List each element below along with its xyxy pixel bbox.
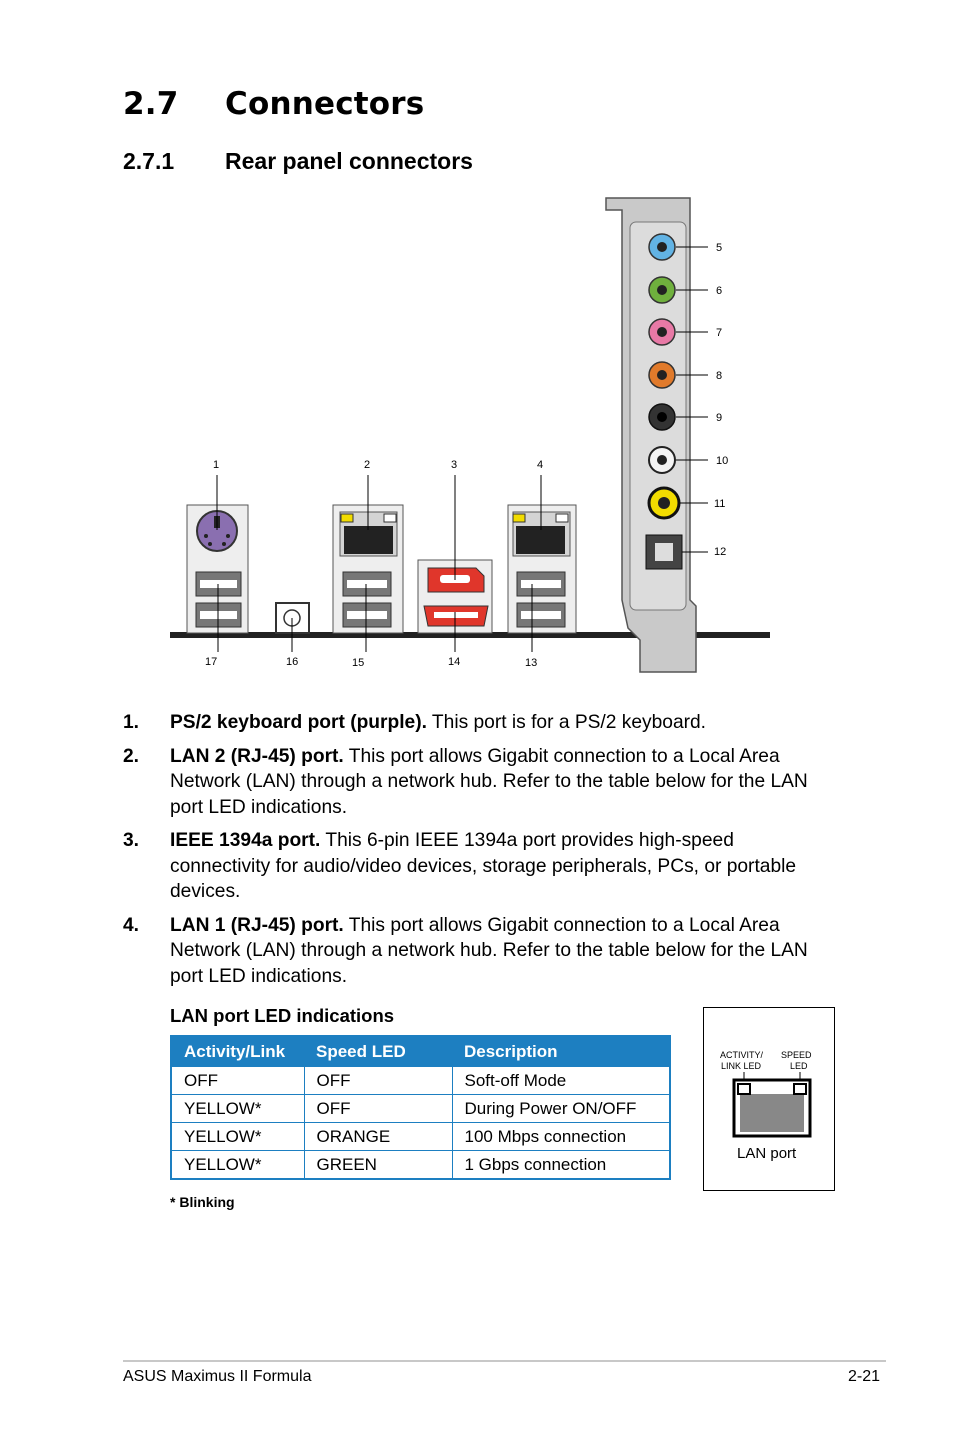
callout-17: 17 — [205, 656, 218, 668]
item-title: PS/2 keyboard port (purple). — [170, 712, 427, 733]
table-cell: YELLOW* — [171, 1151, 304, 1180]
table-cell: YELLOW* — [171, 1095, 304, 1123]
column-header: Speed LED — [304, 1036, 452, 1067]
audio-jack-pink — [649, 319, 675, 345]
speed-label-line2: LED — [790, 1061, 808, 1071]
callout-1: 1 — [213, 459, 220, 471]
item-number: 1. — [123, 712, 140, 733]
callout-7: 7 — [716, 327, 723, 339]
lan-port-illustration — [704, 1008, 836, 1192]
footer-manual-title: ASUS Maximus II Formula — [123, 1368, 312, 1385]
table-header-row — [171, 1036, 670, 1067]
table-cell: GREEN — [304, 1151, 452, 1180]
callout-16: 16 — [286, 656, 299, 668]
subsection-title: Rear panel connectors — [225, 148, 473, 174]
activity-label-line2: LINK LED — [721, 1061, 762, 1071]
item-title: IEEE 1394a port. — [170, 830, 321, 851]
callout-15: 15 — [352, 657, 365, 669]
footer-page-number: 2-21 — [848, 1368, 881, 1385]
column-header: Activity/Link — [171, 1036, 304, 1067]
table-cell: ORANGE — [304, 1123, 452, 1151]
list-item — [123, 744, 823, 821]
list-item — [123, 710, 823, 736]
callout-8: 8 — [716, 370, 723, 382]
table-row — [171, 1123, 670, 1151]
callout-12: 12 — [714, 546, 727, 558]
table-cell: OFF — [171, 1067, 304, 1095]
led-indication-table — [170, 1035, 671, 1180]
lan-port-caption: LAN port — [737, 1145, 797, 1162]
activity-label-line1: ACTIVITY/ — [720, 1050, 764, 1060]
item-text: This port allows Gigabit connection to a Local Area Network (LAN) through a network hub. Refer to the table below for the LAN port LED indications. — [170, 745, 808, 818]
speed-led — [794, 1084, 806, 1094]
lan-socket — [740, 1094, 804, 1132]
callout-14: 14 — [448, 656, 461, 668]
table-footnote: * Blinking — [170, 1194, 235, 1210]
section-number: 2.7 — [123, 86, 179, 122]
ieee1394-port — [428, 568, 484, 592]
table-cell: 100 Mbps connection — [452, 1123, 670, 1151]
table-cell: Soft-off Mode — [452, 1067, 670, 1095]
callout-9: 9 — [716, 412, 723, 424]
table-cell: 1 Gbps connection — [452, 1151, 670, 1180]
rear-panel-diagram — [0, 0, 954, 700]
callout-5: 5 — [716, 242, 723, 254]
item-number: 4. — [123, 914, 140, 936]
table-cell: During Power ON/OFF — [452, 1095, 670, 1123]
audio-jack-orange — [649, 362, 675, 388]
table-row — [171, 1095, 670, 1123]
item-text: This 6-pin IEEE 1394a port provides high-speed connectivity for audio/video devices, storage peripherals, PCs, or portable devices. — [170, 830, 797, 902]
audio-jack-green — [649, 277, 675, 303]
item-title: LAN 1 (RJ-45) port. — [170, 914, 344, 936]
optical-spdif-port — [646, 535, 682, 569]
section-title: Connectors — [225, 86, 425, 122]
callout-4: 4 — [537, 459, 544, 471]
table-row — [171, 1151, 670, 1180]
lan-port-led-diagram — [703, 1007, 835, 1191]
subsection-number: 2.7.1 — [123, 148, 175, 174]
led-table-title: LAN port LED indications — [170, 1005, 395, 1026]
item-number: 3. — [123, 830, 140, 851]
callout-11: 11 — [714, 498, 726, 510]
activity-led — [738, 1084, 750, 1094]
esata-port — [424, 606, 488, 626]
connector-list — [123, 710, 823, 997]
table-cell: OFF — [304, 1095, 452, 1123]
callout-10: 10 — [716, 455, 729, 467]
item-text: This port is for a PS/2 keyboard. — [426, 712, 707, 733]
callout-13: 13 — [525, 657, 538, 669]
list-item — [123, 913, 823, 990]
audio-jack-blue — [649, 234, 675, 260]
table-cell: YELLOW* — [171, 1123, 304, 1151]
item-title: LAN 2 (RJ-45) port. — [170, 745, 344, 767]
callout-3: 3 — [451, 459, 458, 471]
audio-jack-black — [649, 404, 675, 430]
audio-jack-white — [649, 447, 675, 473]
callout-6: 6 — [716, 285, 723, 297]
speed-label-line1: SPEED — [781, 1050, 812, 1060]
table-row — [171, 1067, 670, 1095]
item-number: 2. — [123, 745, 140, 767]
footer-divider — [123, 1360, 886, 1362]
coaxial-spdif-jack — [649, 488, 679, 518]
table-cell: OFF — [304, 1067, 452, 1095]
callout-2: 2 — [364, 459, 371, 471]
list-item — [123, 828, 823, 905]
item-text: This port allows Gigabit connection to a Local Area Network (LAN) through a network hub. Refer to the table below for the LAN port LED indications. — [170, 914, 808, 987]
column-header: Description — [452, 1036, 670, 1067]
